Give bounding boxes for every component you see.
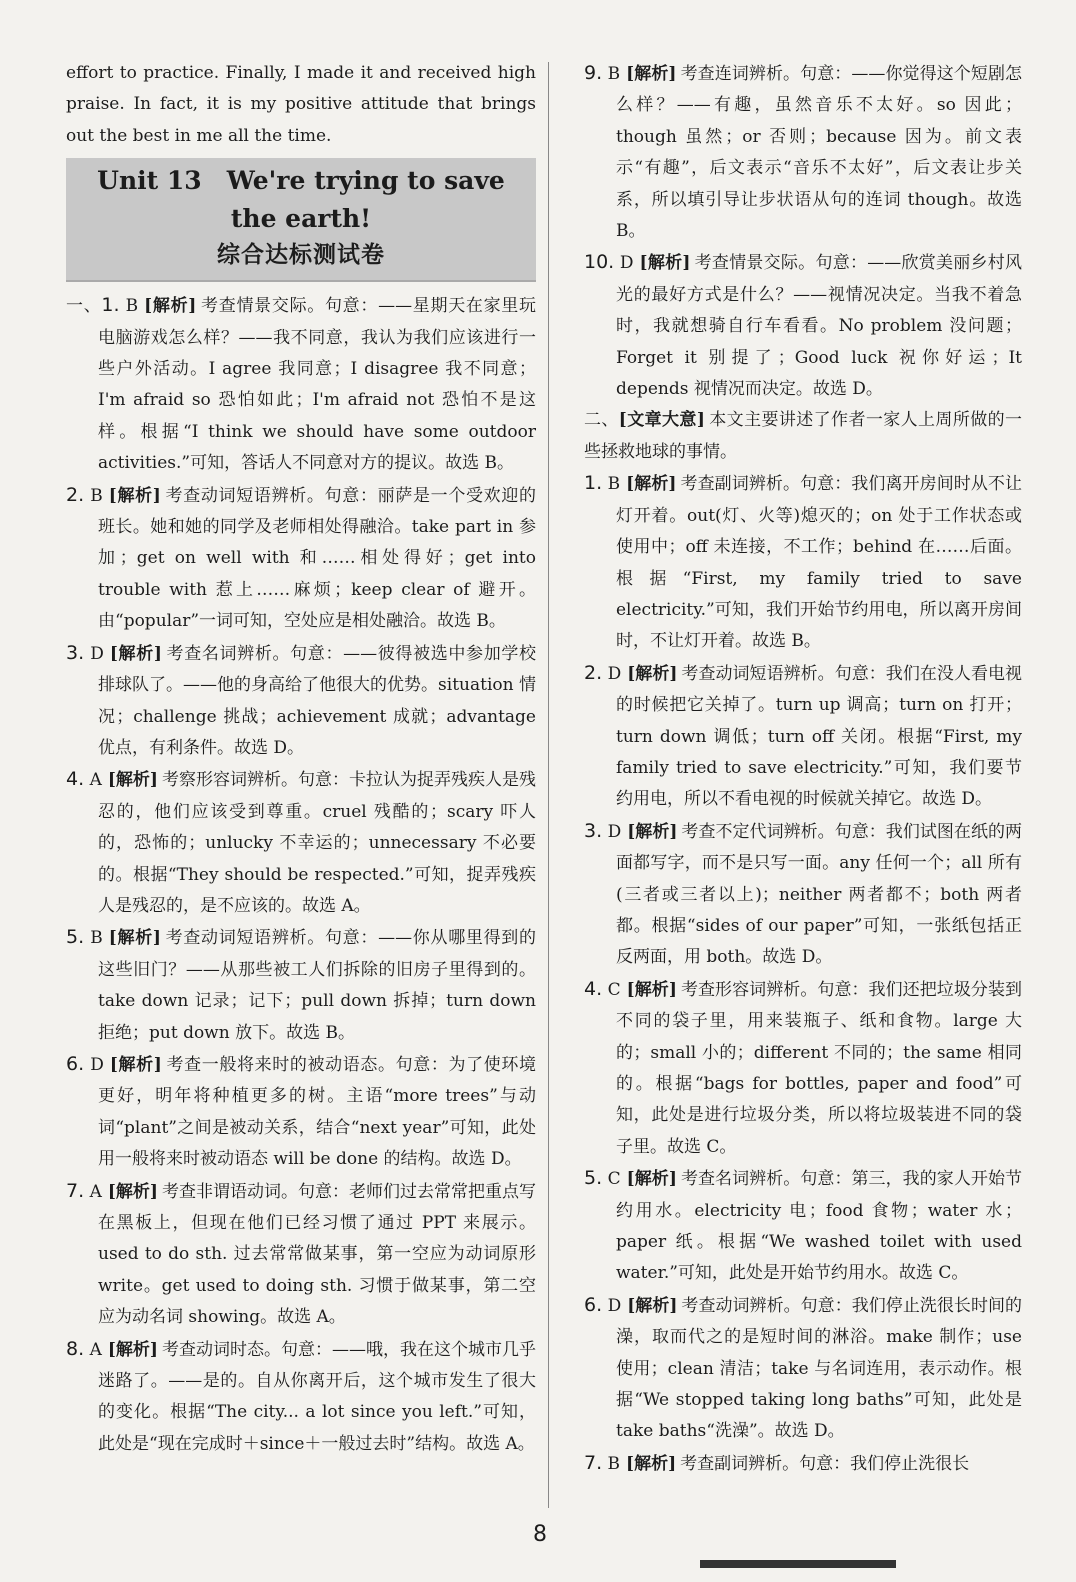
list-item: 9. B [解析] 考查连词辨析。句意：——你觉得这个短剧怎么样？——有趣，虽然音乐不太好。so 因此；though 虽然；or 否则；because 因为。前文表示“有趣”，后文表示“音乐不太好”，后文表让步关系，所以填引导让步状语从句的连词 though。故选 B。 [584, 62, 1023, 242]
unit-title: Unit 13 We're trying to save the earth! [97, 166, 505, 234]
list-item: 3. D [解析] 考查名词辨析。句意：——彼得被选中参加学校排球队了。——他的身高给了他很大的优势。situation 情况；challenge 挑战；achievement 成就；advantage 优点，有利条件。故选 D。 [66, 641, 537, 758]
list-item: 1. B [解析] 考查副词辨析。句意：我们离开房间时从不让灯开着。out(灯、火等)熄灭的；on 处于工作状态或使用中；off 未连接，不工作；behind 在……后面。根据“First, my family tried to save electricity.”可知，我们开始节约用电，所以离开房间时，不让灯开着。故选 B。 [584, 472, 1023, 652]
list-item: 一、1. B [解析] 考查情景交际。句意：——星期天在家里玩电脑游戏怎么样？——我不同意，我认为我们应该进行一些户外活动。I agree 我同意；I disagree 我不同意；I'm afraid so 恐怕如此；I'm afraid not 恐怕不是这样。根据“I think we should have some outdoor activities.”可知，答话人不同意对方的提议。故选 B。 [66, 294, 537, 474]
list-item: 5. C [解析] 考查名词辨析。句意：第三，我的家人开始节约用水。electricity 电；food 食物；water 水；paper 纸。根据“We washed toilet with used water.”可知，此处是开始节约用水。故选 C。 [584, 1167, 1023, 1284]
list-item: 7. A [解析] 考查非谓语动词。句意：老师们过去常常把重点写在黑板上，但现在他们已经习惯了通过 PPT 来展示。used to do sth. 过去常常做某事，第一空应为动词原形 write。get used to doing sth. 习惯于做某事，第二空应为动名词 showing。故选 A。 [66, 1179, 537, 1328]
right-column [584, 58, 1022, 1480]
section2-summary: 二、[文章大意] 本文主要讲述了作者一家人上周所做的一些拯救地球的事情。 [584, 410, 1023, 462]
unit-subtitle: 综合达标测试卷 [217, 241, 385, 269]
list-item: 8. A [解析] 考查动词时态。句意：——哦，我在这个城市几乎迷路了。——是的。自从你离开后，这个城市发生了很大的变化。根据“The city... a lot since you left.”可知，此处是“现在完成时＋since＋一般过去时”结构。故选 A。 [66, 1337, 537, 1454]
page-number: 8 [533, 1522, 547, 1547]
list-item: 3. D [解析] 考查不定代词辨析。句意：我们试图在纸的两面都写字，而不是只写一面。any 任何一个；all 所有(三者或三者以上)；neither 两者都不；both 两者都。根据“sides of our paper”可知，一张纸包括正反两面，用 both。故选 D。 [584, 819, 1023, 968]
column-divider [548, 62, 549, 1508]
list-item: 6. D [解析] 考查动词辨析。句意：我们停止洗很长时间的澡，取而代之的是短时间的淋浴。make 制作；use 使用；clean 清洁；take 与名词连用，表示动作。根据“We stopped taking long baths”可知，此处是 take baths“洗澡”。故选 D。 [584, 1293, 1023, 1442]
list-item: 4. A [解析] 考察形容词辨析。句意：卡拉认为捉弄残疾人是残忍的，他们应该受到尊重。cruel 残酷的；scary 吓人的，恐怖的；unlucky 不幸运的；unnecessary 不必要的。根据“They should be respected.”可知，捉弄残疾人是残忍的，是不应该的。故选 A。 [66, 768, 537, 916]
list-item: 10. D [解析] 考查情景交际。句意：——欣赏美丽乡村风光的最好方式是什么？——视情况决定。当我不着急时，我就想骑自行车看看。No problem 没问题；Forget it 别提了；Good luck 祝你好运；It depends 视情况而决定。故选 D。 [584, 251, 1023, 400]
list-item: 4. C [解析] 考查形容词辨析。句意：我们还把垃圾分装到不同的袋子里，用来装瓶子、纸和食物。large 大的；small 小的；different 不同的；the same 相同的。根据“bags for bottles, paper and food”可知，此处是进行垃圾分类，所以将垃圾装进不同的袋子里。故选 C。 [584, 977, 1023, 1157]
section-prefix: 一、 [66, 296, 102, 317]
list-item: 2. B [解析] 考查动词短语辨析。句意：丽萨是一个受欢迎的班长。她和她的同学及老师相处得融洽。take part in 参加；get on well with 和……相处得好；get into trouble with 惹上……麻烦；keep clear of 避开。由“popular”一词可知，空处应是相处融洽。故选 B。 [66, 483, 537, 632]
list-item: 5. B [解析] 考查动词短语辨析。句意：——你从哪里得到的这些旧门？——从那些被工人们拆除的旧房子里得到的。take down 记录；记下；pull down 拆掉；turn down 拒绝；put down 放下。故选 B。 [66, 926, 537, 1043]
left-column [66, 58, 536, 1460]
list-item: 6. D [解析] 考查一般将来时的被动语态。句意：为了使环境更好，明年将种植更多的树。主语“more trees”与动词“plant”之间是被动关系，结合“next year”可知，此处用一般将来时被动语态 will be done 的结构。故选 D。 [66, 1052, 537, 1170]
list-item: 2. D [解析] 考查动词短语辨析。句意：我们在没人看电视的时候把它关掉了。turn up 调高；turn on 打开；turn down 调低；turn off 关闭。根据“First, my family tried to save electricity.”可知，我们要节约用电，所以不看电视的时候就关掉它。故选 D。 [584, 661, 1023, 810]
list-item: 7. B [解析] 考查副词辨析。句意：我们停止洗很长 [584, 1451, 970, 1474]
unit-title-box [66, 158, 536, 282]
intro-paragraph: effort to practice. Finally, I made it and received high praise. In fact, it is my positive attitude that brings out the best in me all the time. [66, 63, 536, 146]
footer-bar [700, 1560, 896, 1568]
